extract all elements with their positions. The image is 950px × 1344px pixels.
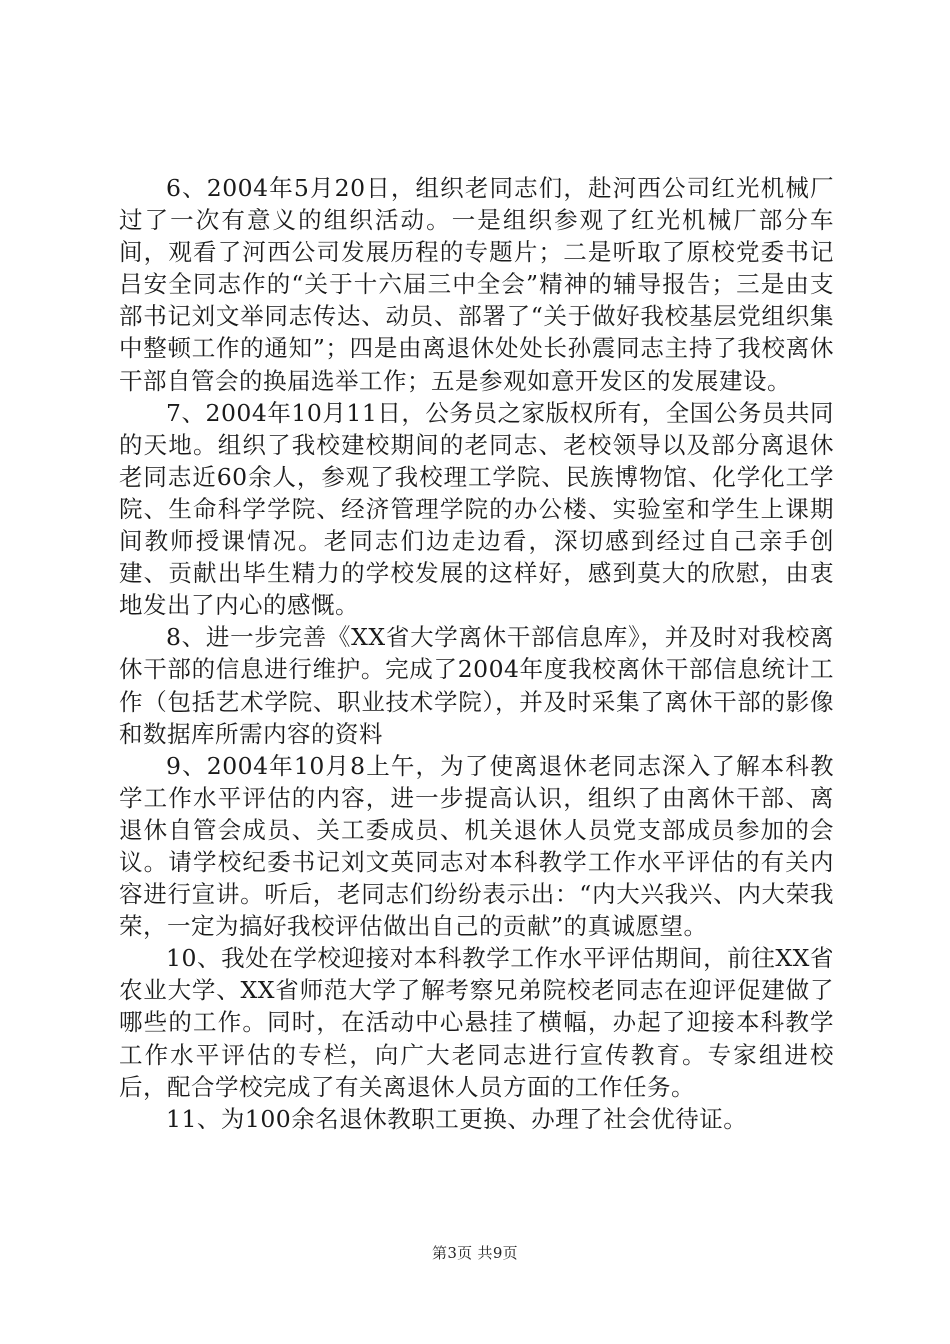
paragraph-6: 6、2004年5月20日，组织老同志们，赴河西公司红光机械厂过了一次有意义的组织活动。一是组织参观了红光机械厂部分车间，观看了河西公司发展历程的专题片；二是听取了原校党委书记吕安全同志作的“关于十六届三中全会”精神的辅导报告；三是由支部书记刘文举同志传达、动员、部署了“关于做好我校基层党组织集中整顿工作的通知”；四是由离退休处处长孙震同志主持了我校离休干部自管会的换届选举工作；五是参观如意开发区的发展建设。 [119, 174, 834, 395]
paragraph-10: 10、我处在学校迎接对本科教学工作水平评估期间，前往XX省农业大学、XX省师范大学了解考察兄弟院校老同志在迎评促建做了哪些的工作。同时，在活动中心悬挂了横幅，办起了迎接本科教学工作水平评估的专栏，向广大老同志进行宣传教育。专家组进校后，配合学校完成了有关离退休人员方面的工作任务。 [119, 944, 834, 1101]
page-footer: 第3页 共9页 [432, 1244, 518, 1262]
paragraph-11: 11、为100余名退休教职工更换、办理了社会优待证。 [166, 1104, 748, 1133]
paragraph-9: 9、2004年10月8上午，为了使离退休老同志深入了解本科教学工作水平评估的内容，进一步提高认识，组织了由离休干部、离退休自管会成员、关工委成员、机关退休人员党支部成员参加的会议。请学校纪委书记刘文英同志对本科教学工作水平评估的有关内容进行宣讲。听后，老同志们纷纷表示出：“内大兴我兴、内大荣我荣，一定为搞好我校评估做出自己的贡献”的真诚愿望。 [119, 751, 834, 941]
paragraph-8: 8、进一步完善《XX省大学离休干部信息库》，并及时对我校离休干部的信息进行维护。完成了2004年度我校离休干部信息统计工作（包括艺术学院、职业技术学院），并及时采集了离休干部的影像和数据库所需内容的资料 [119, 623, 834, 748]
paragraph-7: 7、2004年10月11日，公务员之家版权所有，全国公务员共同的天地。组织了我校建校期间的老同志、老校领导以及部分离退休老同志近60余人，参观了我校理工学院、民族博物馆、化学化工学院、生命科学学院、经济管理学院的办公楼、实验室和学生上课期间教师授课情况。老同志们边走边看，深切感到经过自己亲手创建、贡献出毕生精力的学校发展的这样好，感到莫大的欣慰，由衷地发出了内心的感慨。 [119, 398, 834, 620]
document-body [119, 172, 834, 1135]
